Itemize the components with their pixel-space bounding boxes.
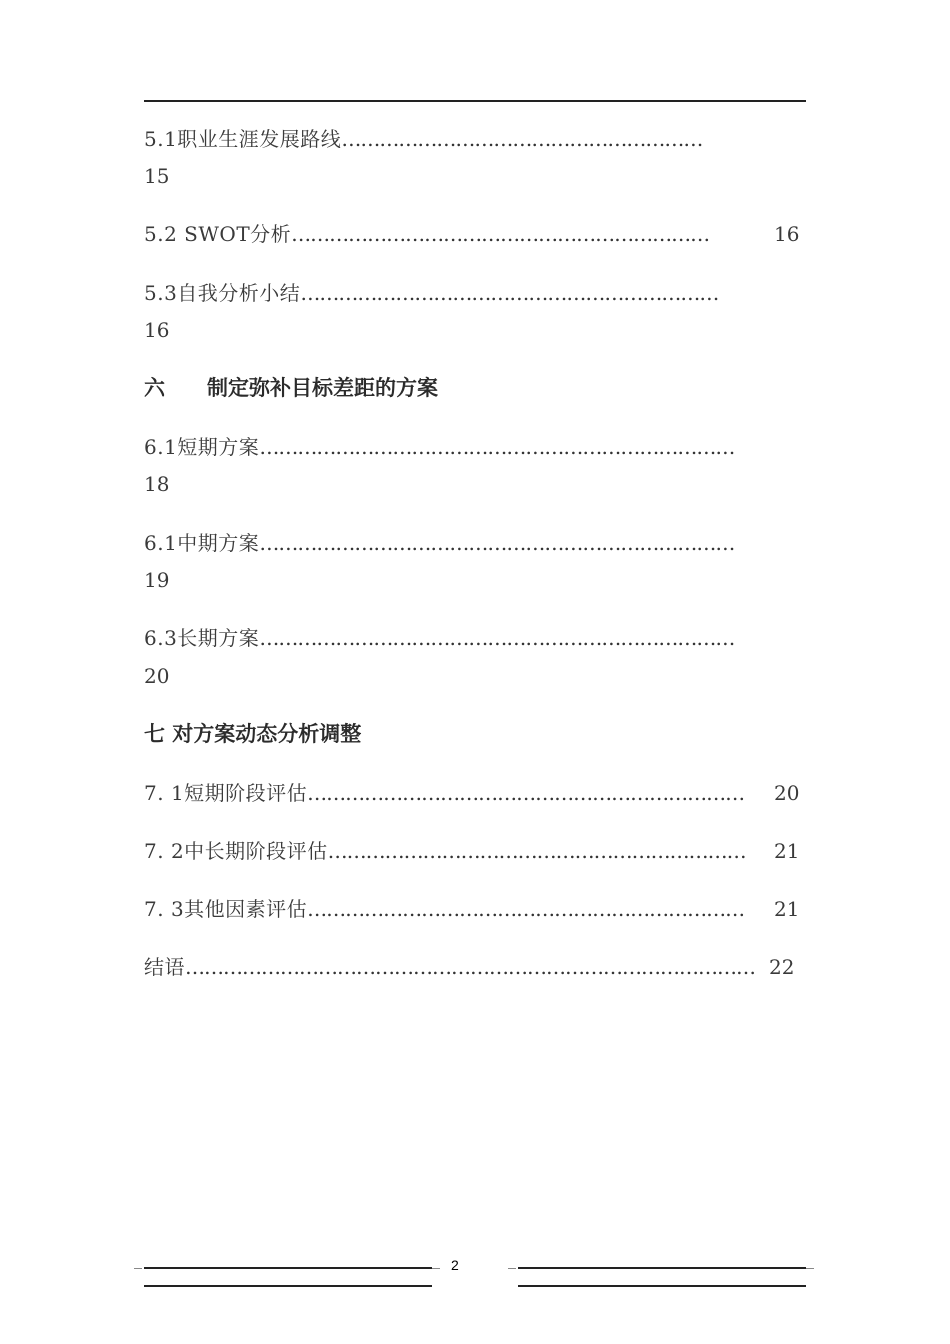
- toc-leader-dots: …………………………………………………………: [300, 281, 719, 305]
- toc-entry-page: 16: [144, 318, 170, 342]
- footer-rule-right-upper: [518, 1267, 806, 1269]
- toc-entry-page: 18: [144, 472, 170, 496]
- toc-entry-6-1-mid[interactable]: [144, 531, 734, 555]
- section-heading-seven: 七 对方案动态分析调整: [144, 722, 362, 746]
- toc-entry-5-3[interactable]: [144, 281, 718, 305]
- footer-rule-left-upper: [144, 1267, 432, 1269]
- footer-rule-tick: [508, 1268, 516, 1269]
- toc-leader-dots: …………………………………………………: [341, 127, 703, 151]
- toc-entry-7-1[interactable]: [144, 781, 744, 805]
- toc-entry-6-3[interactable]: [144, 626, 734, 650]
- toc-entry-label: 5.2 SWOT分析: [144, 222, 292, 246]
- toc-entry-5-2[interactable]: [144, 222, 709, 246]
- toc-entry-6-1-short[interactable]: [144, 435, 734, 459]
- toc-entry-page: 15: [144, 164, 170, 188]
- toc-entry-label: 5.1职业生涯发展路线: [144, 127, 342, 151]
- toc-entry-page: 16: [774, 222, 800, 246]
- toc-entry-page: 21: [774, 839, 800, 863]
- toc-entry-page: 19: [144, 568, 170, 592]
- toc-leader-dots: ……………………………………………………………: [307, 897, 745, 921]
- header-rule: [144, 100, 806, 102]
- footer-rule-tick: [432, 1268, 440, 1269]
- toc-leader-dots: ……………………………………………………………: [307, 781, 745, 805]
- toc-entry-page: 21: [774, 897, 800, 921]
- toc-entry-label: 6.1中期方案: [144, 531, 260, 555]
- toc-entry-5-1[interactable]: [144, 127, 702, 151]
- toc-entry-7-3[interactable]: [144, 897, 744, 921]
- toc-leader-dots: ………………………………………………………………………………: [185, 955, 755, 979]
- toc-entry-page: 22: [769, 955, 795, 979]
- toc-entry-label: 7. 1短期阶段评估: [144, 781, 308, 805]
- toc-entry-label: 6.3长期方案: [144, 626, 260, 650]
- footer-rule-tick: [806, 1268, 814, 1269]
- toc-leader-dots: …………………………………………………………………: [259, 435, 735, 459]
- toc-entry-label: 7. 2中长期阶段评估: [144, 839, 328, 863]
- toc-leader-dots: …………………………………………………………: [291, 222, 710, 246]
- toc-entry-page: 20: [144, 664, 170, 688]
- toc-leader-dots: …………………………………………………………: [327, 839, 746, 863]
- footer-rule-tick: [134, 1268, 142, 1269]
- toc-leader-dots: …………………………………………………………………: [259, 626, 735, 650]
- toc-entry-conclusion[interactable]: [144, 955, 755, 979]
- toc-leader-dots: …………………………………………………………………: [259, 531, 735, 555]
- toc-entry-label: 6.1短期方案: [144, 435, 260, 459]
- toc-entry-7-2[interactable]: [144, 839, 746, 863]
- toc-entry-label: 结语: [144, 955, 185, 979]
- footer-rule-right-lower: [518, 1285, 806, 1287]
- footer-rule-left-lower: [144, 1285, 432, 1287]
- toc-entry-label: 7. 3其他因素评估: [144, 897, 308, 921]
- toc-entry-label: 5.3自我分析小结: [144, 281, 301, 305]
- toc-entry-page: 20: [774, 781, 800, 805]
- section-heading-six: 六 制定弥补目标差距的方案: [144, 376, 438, 400]
- page-number: 2: [451, 1257, 459, 1273]
